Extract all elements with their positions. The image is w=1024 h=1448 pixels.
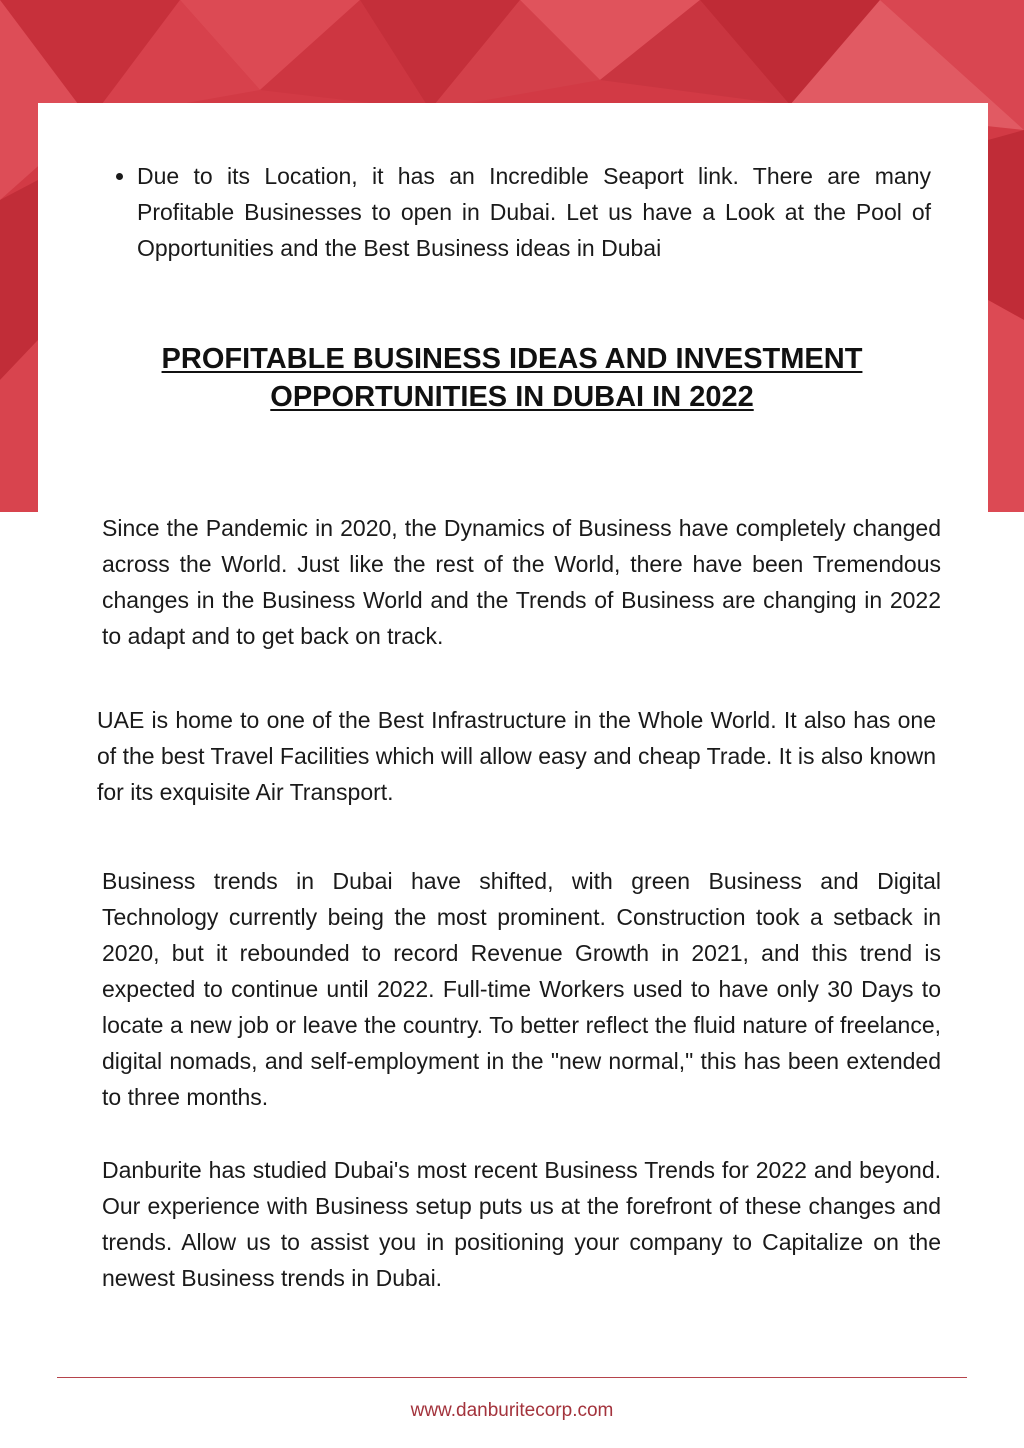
intro-bullet-list [98,158,931,266]
footer-divider [57,1377,967,1378]
page-heading [60,340,964,416]
paragraph-danburite: Danburite has studied Dubai's most recent Business Trends for 2022 and beyond. Our experience with Business setup puts us at the forefront of these changes and trends. Allow us to assist you in positioning your company to Capitalize on the newest Business trends in Dubai. [102,1157,941,1291]
paragraph-infrastructure: UAE is home to one of the Best Infrastructure in the Whole World. It also has one of the best Travel Facilities which will allow easy and cheap Trade. It is also known for its exquisite Air Transport. [97,707,936,805]
paragraph-pandemic: Since the Pandemic in 2020, the Dynamics of Business have completely changed across the World. Just like the rest of the World, there have been Tremendous changes in the Business World and the Trends of Business are changing in 2022 to adapt and to get back on track. [102,515,941,649]
heading-line-2: OPPORTUNITIES IN DUBAI IN 2022 [270,381,754,413]
heading-line-1: PROFITABLE BUSINESS IDEAS AND INVESTMENT [161,343,863,375]
paragraph-trends: Business trends in Dubai have shifted, with green Business and Digital Technology currently being the most prominent. Construction took a setback in 2020, but it rebounded to record Revenue Growth in 2021, and this trend is expected to continue until 2022. Full-time Workers used to have only 30 Days to locate a new job or leave the country. To better reflect the fluid nature of freelance, digital nomads, and self-employment in the "new normal," this has been extended to three months. [102,868,941,1110]
footer-website-link[interactable]: www.danburitecorp.com [410,1400,614,1421]
bullet-item: • Due to its Location, it has an Incredible Seaport link. There are many Profitable Businesses to open in Dubai. Let us have a Look at the Pool of Opportunities and the Best Business ideas in Dubai [137,158,931,266]
